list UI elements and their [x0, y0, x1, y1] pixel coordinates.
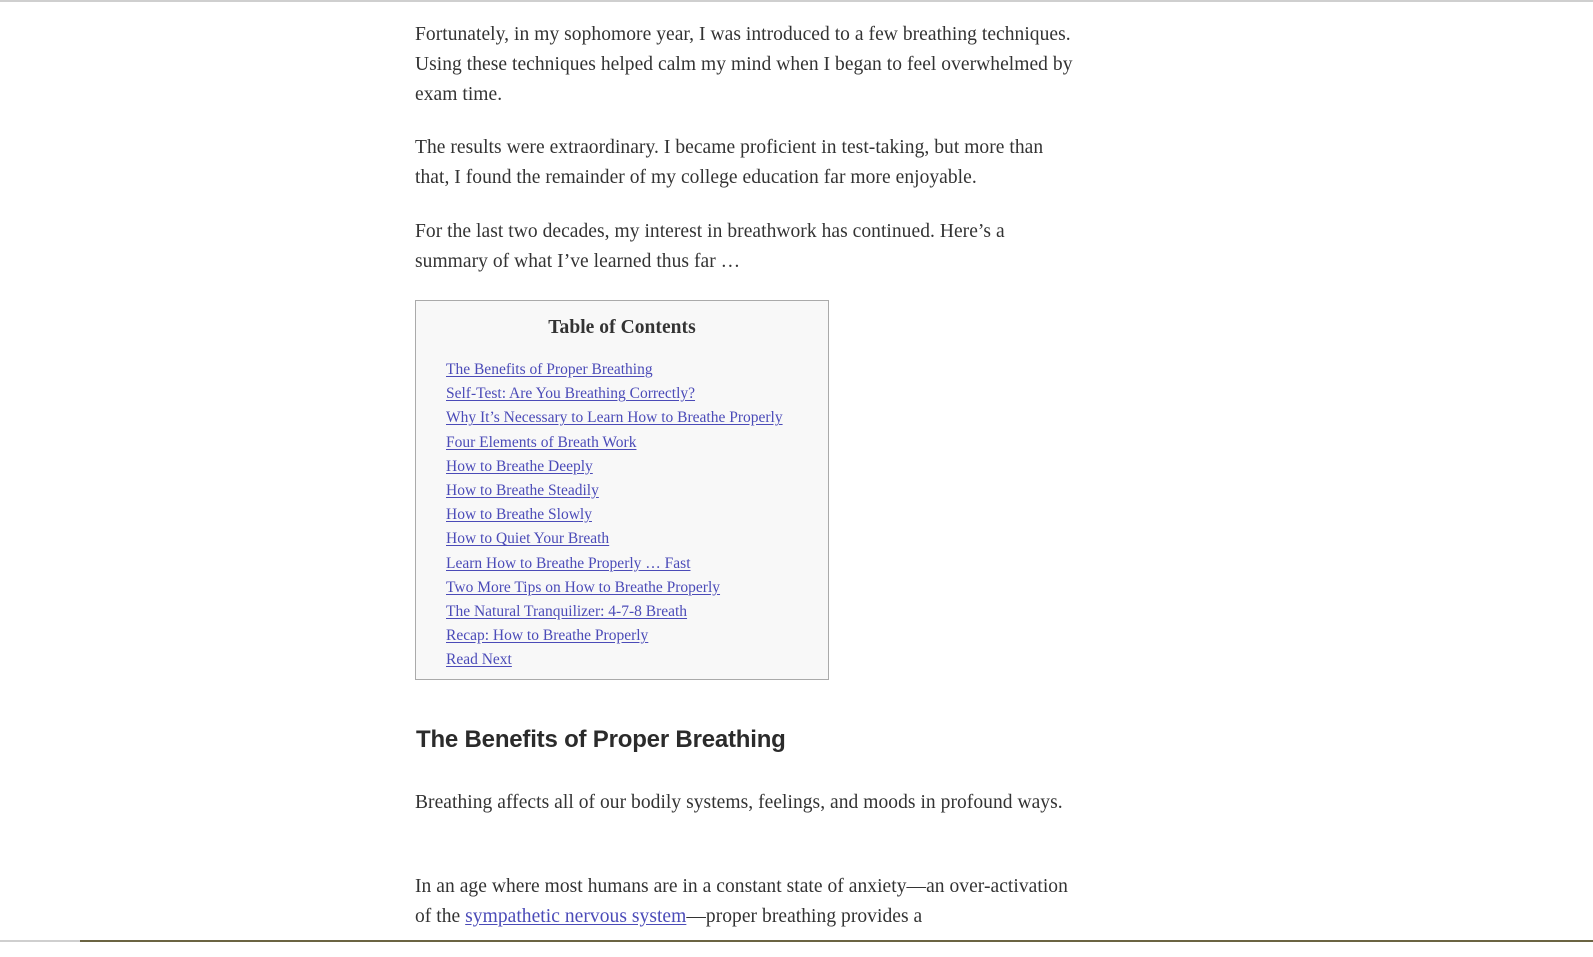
toc-item	[446, 503, 783, 527]
toc-link-breathe-slowly[interactable]: How to Breathe Slowly	[446, 506, 592, 524]
toc-link-self-test[interactable]: Self-Test: Are You Breathing Correctly?	[446, 385, 696, 403]
progress-fill	[80, 940, 1593, 942]
sympathetic-nervous-system-link[interactable]: sympathetic nervous system	[465, 906, 687, 927]
reading-progress-bar	[0, 940, 1593, 957]
section-heading: The Benefits of Proper Breathing	[416, 726, 786, 753]
toc-item	[446, 479, 783, 503]
toc-list	[446, 358, 783, 672]
toc-item	[446, 431, 783, 455]
paragraph-text: —proper breathing provides a	[686, 906, 923, 927]
intro-paragraph-2: The results were extraordinary. I became proficient in test-taking, but more than that, I found the remainder of my college education far more enjoyable.	[415, 137, 1044, 188]
toc-link-four-elements[interactable]: Four Elements of Breath Work	[446, 433, 637, 451]
toc-item	[446, 455, 783, 479]
toc-item	[446, 358, 783, 382]
toc-link-breathe-steadily[interactable]: How to Breathe Steadily	[446, 481, 599, 499]
toc-link-why-necessary[interactable]: Why It’s Necessary to Learn How to Breathe Properly	[446, 409, 783, 427]
section-paragraph-2	[415, 872, 1075, 932]
toc-link-learn-fast[interactable]: Learn How to Breathe Properly … Fast	[446, 554, 691, 572]
toc-item	[446, 648, 783, 672]
toc-item	[446, 406, 783, 430]
toc-link-benefits[interactable]: The Benefits of Proper Breathing	[446, 361, 653, 378]
toc-item	[446, 624, 783, 648]
table-of-contents	[415, 300, 829, 680]
section-paragraph-1: Breathing affects all of our bodily systems, feelings, and moods in profound ways.	[415, 792, 1063, 813]
paragraph-text: In an age where most humans are in a constant state of anxiety—an over-activation of the	[415, 876, 1068, 927]
top-divider	[0, 0, 1593, 2]
toc-link-quiet-breath[interactable]: How to Quiet Your Breath	[446, 530, 610, 548]
toc-item	[446, 552, 783, 576]
progress-track	[0, 940, 80, 942]
toc-item	[446, 600, 783, 624]
toc-item	[446, 527, 783, 551]
toc-link-recap[interactable]: Recap: How to Breathe Properly	[446, 627, 649, 645]
intro-paragraph-3: For the last two decades, my interest in breathwork has continued. Here’s a summary of what I’ve learned thus far …	[415, 221, 1005, 272]
toc-link-breathe-deeply[interactable]: How to Breathe Deeply	[446, 457, 593, 475]
toc-link-two-more-tips[interactable]: Two More Tips on How to Breathe Properly	[446, 578, 721, 596]
intro-paragraph-1: Fortunately, in my sophomore year, I was introduced to a few breathing techniques. Using these techniques helped calm my mind when I began to feel overwhelmed by exam time.	[415, 24, 1073, 105]
toc-link-read-next[interactable]: Read Next	[446, 651, 512, 669]
toc-item	[446, 576, 783, 600]
toc-link-478-breath[interactable]: The Natural Tranquilizer: 4-7-8 Breath	[446, 602, 688, 620]
toc-title: Table of Contents	[548, 317, 696, 338]
toc-item	[446, 382, 783, 406]
